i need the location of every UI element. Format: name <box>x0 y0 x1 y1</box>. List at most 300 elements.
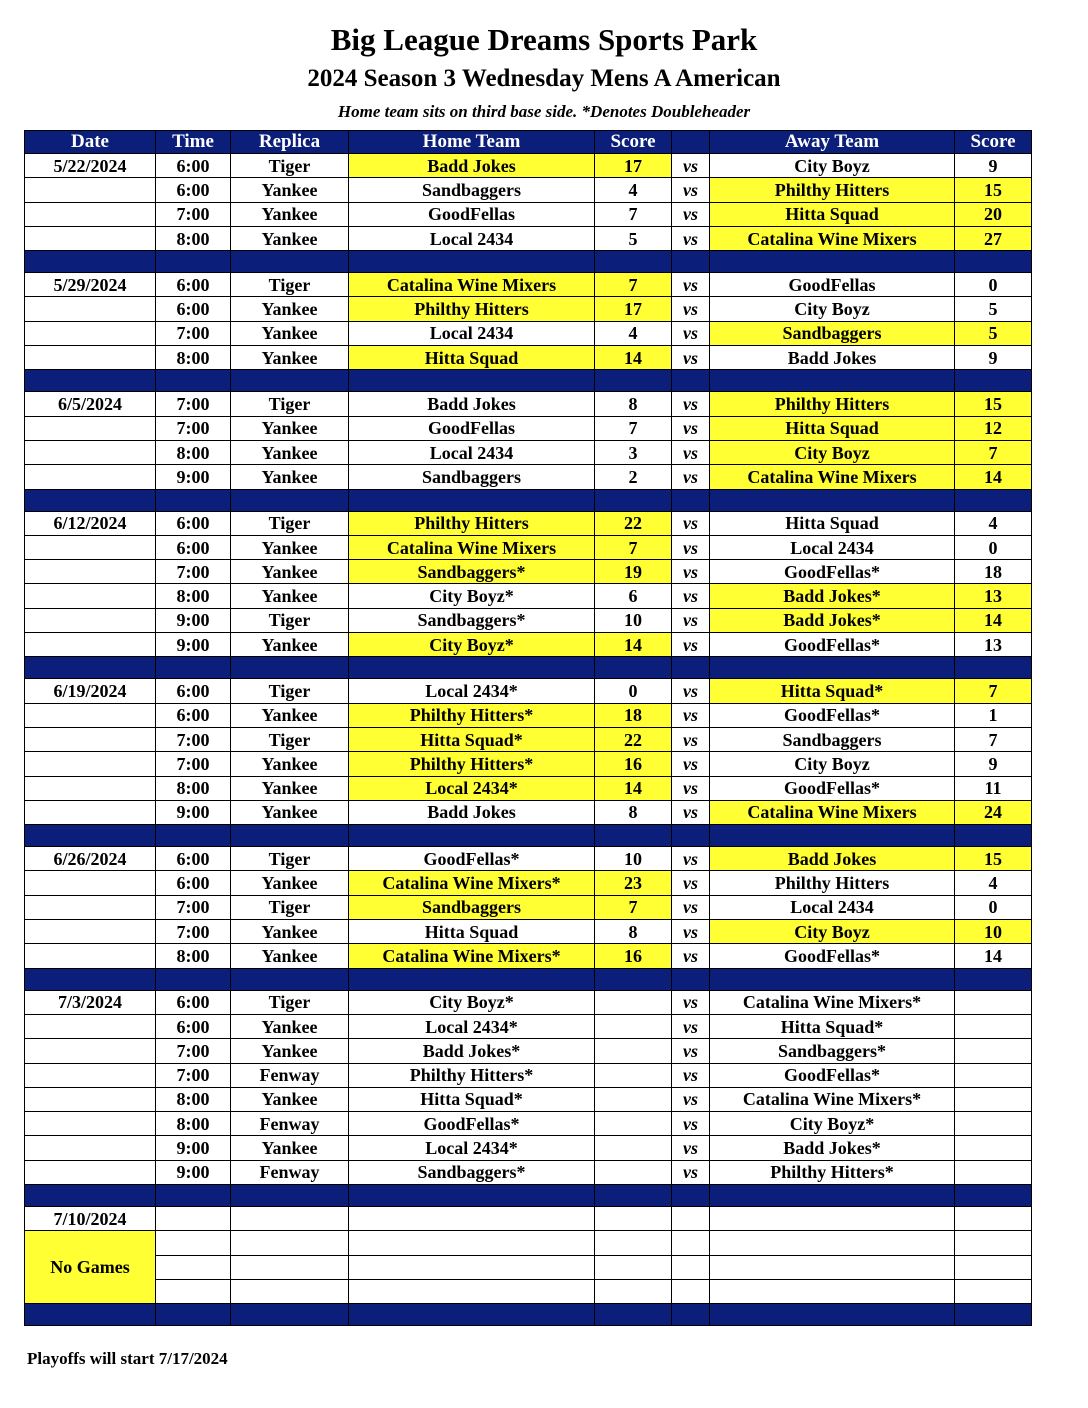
separator-cell <box>349 370 595 392</box>
vs-cell: vs <box>672 1063 710 1087</box>
date-cell <box>25 895 156 919</box>
home-score-cell: 17 <box>595 154 672 178</box>
game-row <box>25 1160 1032 1184</box>
separator-cell <box>231 968 349 990</box>
away-team-cell: Catalina Wine Mixers <box>710 465 955 489</box>
separator-cell <box>595 370 672 392</box>
home-score-cell: 3 <box>595 440 672 464</box>
away-score-cell <box>955 1087 1032 1111</box>
empty-cell <box>595 1255 672 1279</box>
game-row <box>25 321 1032 345</box>
date-cell <box>25 226 156 250</box>
col-time-header: Time <box>156 131 231 154</box>
date-cell: 6/26/2024 <box>25 847 156 871</box>
replica-cell: Yankee <box>231 560 349 584</box>
home-score-cell: 10 <box>595 847 672 871</box>
away-team-cell: Hitta Squad* <box>710 1014 955 1038</box>
away-team-cell: Badd Jokes* <box>710 584 955 608</box>
away-team-cell: Philthy Hitters* <box>710 1160 955 1184</box>
replica-cell: Yankee <box>231 776 349 800</box>
empty-cell <box>231 1231 349 1255</box>
home-team-cell: Philthy Hitters* <box>349 752 595 776</box>
empty-cell <box>955 1279 1032 1303</box>
separator-cell <box>955 251 1032 273</box>
vs-cell: vs <box>672 727 710 751</box>
date-cell <box>25 535 156 559</box>
home-team-cell: Local 2434 <box>349 440 595 464</box>
separator-cell <box>156 1184 231 1206</box>
date-cell <box>25 633 156 657</box>
separator-cell <box>595 251 672 273</box>
game-row <box>25 273 1032 297</box>
away-team-cell: Hitta Squad <box>710 511 955 535</box>
date-cell <box>25 202 156 226</box>
away-score-cell <box>955 1014 1032 1038</box>
away-score-cell: 10 <box>955 920 1032 944</box>
away-team-cell: Hitta Squad <box>710 416 955 440</box>
away-score-cell: 14 <box>955 944 1032 968</box>
empty-cell <box>231 1279 349 1303</box>
away-team-cell: GoodFellas* <box>710 1063 955 1087</box>
separator-cell <box>710 657 955 679</box>
home-score-cell: 14 <box>595 633 672 657</box>
replica-cell: Tiger <box>231 273 349 297</box>
home-team-cell: Philthy Hitters <box>349 511 595 535</box>
vs-cell: vs <box>672 1087 710 1111</box>
away-score-cell: 15 <box>955 847 1032 871</box>
home-team-cell: Sandbaggers <box>349 895 595 919</box>
game-row <box>25 178 1032 202</box>
date-cell <box>25 1063 156 1087</box>
time-cell: 8:00 <box>156 776 231 800</box>
separator-cell <box>156 657 231 679</box>
replica-cell: Tiger <box>231 895 349 919</box>
away-score-cell: 14 <box>955 465 1032 489</box>
date-cell <box>25 1039 156 1063</box>
away-score-cell <box>955 1063 1032 1087</box>
separator-cell <box>156 370 231 392</box>
time-cell: 9:00 <box>156 1160 231 1184</box>
separator-cell <box>156 251 231 273</box>
separator-cell <box>349 489 595 511</box>
time-cell: 6:00 <box>156 871 231 895</box>
vs-cell: vs <box>672 752 710 776</box>
home-score-cell: 7 <box>595 273 672 297</box>
home-team-cell: Hitta Squad* <box>349 727 595 751</box>
vs-cell: vs <box>672 178 710 202</box>
separator-cell <box>349 968 595 990</box>
replica-cell: Yankee <box>231 871 349 895</box>
empty-cell <box>595 1279 672 1303</box>
game-row <box>25 154 1032 178</box>
separator-cell <box>156 489 231 511</box>
date-cell: 5/29/2024 <box>25 273 156 297</box>
game-row <box>25 511 1032 535</box>
away-score-cell: 13 <box>955 584 1032 608</box>
document-title: Big League Dreams Sports Park <box>330 22 758 57</box>
game-row <box>25 1136 1032 1160</box>
home-team-cell: GoodFellas* <box>349 1112 595 1136</box>
time-cell: 8:00 <box>156 1112 231 1136</box>
separator-cell <box>25 1184 156 1206</box>
vs-cell: vs <box>672 895 710 919</box>
game-row <box>25 560 1032 584</box>
home-score-cell: 4 <box>595 178 672 202</box>
away-team-cell: GoodFellas* <box>710 633 955 657</box>
home-team-note: Home team sits on third base side. *Denotes Doubleheader <box>337 102 751 121</box>
vs-cell: vs <box>672 392 710 416</box>
home-team-cell: Catalina Wine Mixers <box>349 535 595 559</box>
replica-cell: Yankee <box>231 465 349 489</box>
empty-cell <box>349 1279 595 1303</box>
away-team-cell: City Boyz* <box>710 1112 955 1136</box>
time-cell: 6:00 <box>156 1014 231 1038</box>
replica-cell: Fenway <box>231 1160 349 1184</box>
away-score-cell: 7 <box>955 727 1032 751</box>
home-score-cell: 7 <box>595 416 672 440</box>
empty-cell <box>672 1255 710 1279</box>
away-team-cell: Hitta Squad <box>710 202 955 226</box>
away-score-cell: 27 <box>955 226 1032 250</box>
time-cell: 9:00 <box>156 800 231 824</box>
home-team-cell: GoodFellas <box>349 202 595 226</box>
vs-cell: vs <box>672 679 710 703</box>
empty-cell <box>955 1206 1032 1230</box>
empty-cell <box>710 1231 955 1255</box>
time-cell: 6:00 <box>156 535 231 559</box>
time-cell: 8:00 <box>156 346 231 370</box>
away-team-cell: Badd Jokes* <box>710 1136 955 1160</box>
away-team-cell: Badd Jokes <box>710 847 955 871</box>
home-score-cell: 22 <box>595 511 672 535</box>
game-row <box>25 297 1032 321</box>
home-team-cell: Badd Jokes <box>349 154 595 178</box>
away-score-cell: 24 <box>955 800 1032 824</box>
away-score-cell <box>955 1039 1032 1063</box>
away-score-cell: 9 <box>955 154 1032 178</box>
game-row <box>25 703 1032 727</box>
vs-cell: vs <box>672 584 710 608</box>
separator-cell <box>231 825 349 847</box>
replica-cell: Yankee <box>231 920 349 944</box>
away-team-cell: City Boyz <box>710 752 955 776</box>
empty-cell <box>595 1206 672 1230</box>
separator-cell <box>231 251 349 273</box>
time-cell: 6:00 <box>156 178 231 202</box>
vs-cell: vs <box>672 703 710 727</box>
home-team-cell: GoodFellas <box>349 416 595 440</box>
separator-cell <box>672 1304 710 1326</box>
separator-cell <box>25 825 156 847</box>
time-cell: 7:00 <box>156 202 231 226</box>
date-cell <box>25 346 156 370</box>
date-cell: 6/12/2024 <box>25 511 156 535</box>
home-score-cell: 4 <box>595 321 672 345</box>
home-score-cell: 19 <box>595 560 672 584</box>
game-row <box>25 346 1032 370</box>
empty-cell <box>156 1279 231 1303</box>
home-score-cell: 22 <box>595 727 672 751</box>
separator-cell <box>672 1184 710 1206</box>
vs-cell: vs <box>672 154 710 178</box>
replica-cell: Fenway <box>231 1112 349 1136</box>
home-team-cell: Philthy Hitters* <box>349 703 595 727</box>
date-cell <box>25 752 156 776</box>
empty-cell <box>955 1255 1032 1279</box>
replica-cell: Yankee <box>231 703 349 727</box>
away-team-cell: Local 2434 <box>710 535 955 559</box>
replica-cell: Yankee <box>231 1087 349 1111</box>
time-cell: 7:00 <box>156 560 231 584</box>
away-score-cell: 9 <box>955 346 1032 370</box>
home-team-cell: Hitta Squad* <box>349 1087 595 1111</box>
separator-cell <box>955 1304 1032 1326</box>
game-row <box>25 895 1032 919</box>
date-cell <box>25 178 156 202</box>
col-away-score-header: Score <box>955 131 1032 154</box>
replica-cell: Yankee <box>231 584 349 608</box>
time-cell: 8:00 <box>156 584 231 608</box>
game-row <box>25 920 1032 944</box>
home-score-cell: 7 <box>595 895 672 919</box>
time-cell: 9:00 <box>156 633 231 657</box>
empty-game-row <box>25 1279 1032 1303</box>
away-score-cell: 14 <box>955 608 1032 632</box>
away-score-cell: 7 <box>955 679 1032 703</box>
replica-cell: Yankee <box>231 321 349 345</box>
away-score-cell: 7 <box>955 440 1032 464</box>
vs-cell: vs <box>672 511 710 535</box>
time-cell: 7:00 <box>156 1039 231 1063</box>
date-cell: 6/19/2024 <box>25 679 156 703</box>
home-score-cell <box>595 1014 672 1038</box>
game-row <box>25 727 1032 751</box>
home-team-cell: Badd Jokes <box>349 392 595 416</box>
home-team-cell: GoodFellas* <box>349 847 595 871</box>
replica-cell: Tiger <box>231 727 349 751</box>
away-score-cell: 13 <box>955 633 1032 657</box>
time-cell: 7:00 <box>156 895 231 919</box>
empty-cell <box>231 1206 349 1230</box>
separator-cell <box>349 1184 595 1206</box>
separator-cell <box>672 370 710 392</box>
replica-cell: Yankee <box>231 297 349 321</box>
away-score-cell: 1 <box>955 703 1032 727</box>
away-team-cell: Sandbaggers <box>710 727 955 751</box>
separator-cell <box>25 968 156 990</box>
away-score-cell <box>955 1160 1032 1184</box>
game-row <box>25 633 1032 657</box>
home-team-cell: Sandbaggers* <box>349 1160 595 1184</box>
vs-cell: vs <box>672 1039 710 1063</box>
home-score-cell: 16 <box>595 752 672 776</box>
time-cell: 9:00 <box>156 608 231 632</box>
separator-cell <box>595 657 672 679</box>
time-cell: 7:00 <box>156 321 231 345</box>
home-team-cell: Catalina Wine Mixers* <box>349 944 595 968</box>
date-cell <box>25 416 156 440</box>
separator-cell <box>710 1304 955 1326</box>
away-score-cell <box>955 990 1032 1014</box>
replica-cell: Fenway <box>231 1063 349 1087</box>
separator-cell <box>595 1304 672 1326</box>
game-row <box>25 440 1032 464</box>
replica-cell: Yankee <box>231 226 349 250</box>
home-score-cell: 8 <box>595 392 672 416</box>
time-cell: 6:00 <box>156 990 231 1014</box>
empty-cell <box>672 1206 710 1230</box>
time-cell: 6:00 <box>156 847 231 871</box>
vs-cell: vs <box>672 560 710 584</box>
empty-cell <box>710 1206 955 1230</box>
home-team-cell: Catalina Wine Mixers* <box>349 871 595 895</box>
game-row <box>25 800 1032 824</box>
empty-cell <box>672 1231 710 1255</box>
vs-cell: vs <box>672 944 710 968</box>
away-score-cell: 11 <box>955 776 1032 800</box>
separator-cell <box>25 251 156 273</box>
away-score-cell: 0 <box>955 273 1032 297</box>
away-team-cell: GoodFellas* <box>710 776 955 800</box>
date-cell <box>25 871 156 895</box>
home-team-cell: Sandbaggers* <box>349 560 595 584</box>
home-team-cell: Local 2434* <box>349 1014 595 1038</box>
game-row <box>25 1063 1032 1087</box>
away-team-cell: Catalina Wine Mixers* <box>710 1087 955 1111</box>
date-cell <box>25 800 156 824</box>
away-team-cell: Philthy Hitters <box>710 392 955 416</box>
vs-cell: vs <box>672 535 710 559</box>
game-row <box>25 202 1032 226</box>
date-cell <box>25 1136 156 1160</box>
col-home-team-header: Home Team <box>349 131 595 154</box>
replica-cell: Yankee <box>231 752 349 776</box>
col-away-team-header: Away Team <box>710 131 955 154</box>
separator-cell <box>955 968 1032 990</box>
empty-game-row <box>25 1255 1032 1279</box>
week-separator <box>25 968 1032 990</box>
home-team-cell: City Boyz* <box>349 633 595 657</box>
time-cell: 8:00 <box>156 226 231 250</box>
empty-cell <box>595 1231 672 1255</box>
col-vs-header <box>672 131 710 154</box>
home-score-cell: 6 <box>595 584 672 608</box>
game-row <box>25 944 1032 968</box>
replica-cell: Tiger <box>231 847 349 871</box>
away-score-cell: 5 <box>955 297 1032 321</box>
time-cell: 8:00 <box>156 944 231 968</box>
replica-cell: Yankee <box>231 535 349 559</box>
away-team-cell: Sandbaggers* <box>710 1039 955 1063</box>
time-cell: 9:00 <box>156 1136 231 1160</box>
header-row <box>25 131 1032 154</box>
schedule-table <box>24 130 1032 1326</box>
away-team-cell: Sandbaggers <box>710 321 955 345</box>
home-team-cell: Hitta Squad <box>349 346 595 370</box>
home-team-cell: Sandbaggers <box>349 465 595 489</box>
time-cell: 7:00 <box>156 1063 231 1087</box>
home-score-cell: 8 <box>595 800 672 824</box>
vs-cell: vs <box>672 1112 710 1136</box>
date-cell <box>25 703 156 727</box>
separator-cell <box>25 489 156 511</box>
away-score-cell: 15 <box>955 392 1032 416</box>
week-separator <box>25 1304 1032 1326</box>
home-score-cell: 7 <box>595 535 672 559</box>
away-score-cell <box>955 1112 1032 1136</box>
date-cell <box>25 297 156 321</box>
date-cell: 7/3/2024 <box>25 990 156 1014</box>
separator-cell <box>710 968 955 990</box>
week-separator <box>25 251 1032 273</box>
date-cell <box>25 920 156 944</box>
time-cell: 7:00 <box>156 920 231 944</box>
home-score-cell <box>595 1160 672 1184</box>
replica-cell: Yankee <box>231 800 349 824</box>
game-row <box>25 465 1032 489</box>
game-row <box>25 776 1032 800</box>
playoffs-footer: Playoffs will start 7/17/2024 <box>27 1349 228 1368</box>
replica-cell: Tiger <box>231 608 349 632</box>
separator-cell <box>595 825 672 847</box>
away-score-cell: 0 <box>955 895 1032 919</box>
separator-cell <box>672 489 710 511</box>
game-row <box>25 416 1032 440</box>
empty-cell <box>349 1231 595 1255</box>
away-score-cell <box>955 1136 1032 1160</box>
vs-cell: vs <box>672 202 710 226</box>
separator-cell <box>595 968 672 990</box>
replica-cell: Yankee <box>231 440 349 464</box>
replica-cell: Yankee <box>231 1014 349 1038</box>
week-separator <box>25 489 1032 511</box>
home-team-cell: Philthy Hitters* <box>349 1063 595 1087</box>
home-score-cell: 23 <box>595 871 672 895</box>
game-row <box>25 226 1032 250</box>
time-cell: 6:00 <box>156 679 231 703</box>
date-cell <box>25 1160 156 1184</box>
vs-cell: vs <box>672 416 710 440</box>
home-score-cell: 10 <box>595 608 672 632</box>
separator-cell <box>349 825 595 847</box>
away-team-cell: Catalina Wine Mixers* <box>710 990 955 1014</box>
separator-cell <box>710 489 955 511</box>
replica-cell: Yankee <box>231 178 349 202</box>
empty-game-row <box>25 1231 1032 1255</box>
away-score-cell: 5 <box>955 321 1032 345</box>
vs-cell: vs <box>672 465 710 489</box>
vs-cell: vs <box>672 920 710 944</box>
vs-cell: vs <box>672 346 710 370</box>
away-score-cell: 4 <box>955 871 1032 895</box>
separator-cell <box>710 1184 955 1206</box>
game-row <box>25 392 1032 416</box>
time-cell: 6:00 <box>156 273 231 297</box>
separator-cell <box>955 1184 1032 1206</box>
home-team-cell: Sandbaggers* <box>349 608 595 632</box>
away-team-cell: Catalina Wine Mixers <box>710 226 955 250</box>
time-cell: 7:00 <box>156 727 231 751</box>
home-team-cell: City Boyz* <box>349 584 595 608</box>
empty-cell <box>231 1255 349 1279</box>
col-home-score-header: Score <box>595 131 672 154</box>
game-row <box>25 584 1032 608</box>
no-games-cell: No Games <box>25 1231 156 1304</box>
replica-cell: Tiger <box>231 154 349 178</box>
date-cell <box>25 440 156 464</box>
separator-cell <box>955 489 1032 511</box>
away-score-cell: 18 <box>955 560 1032 584</box>
